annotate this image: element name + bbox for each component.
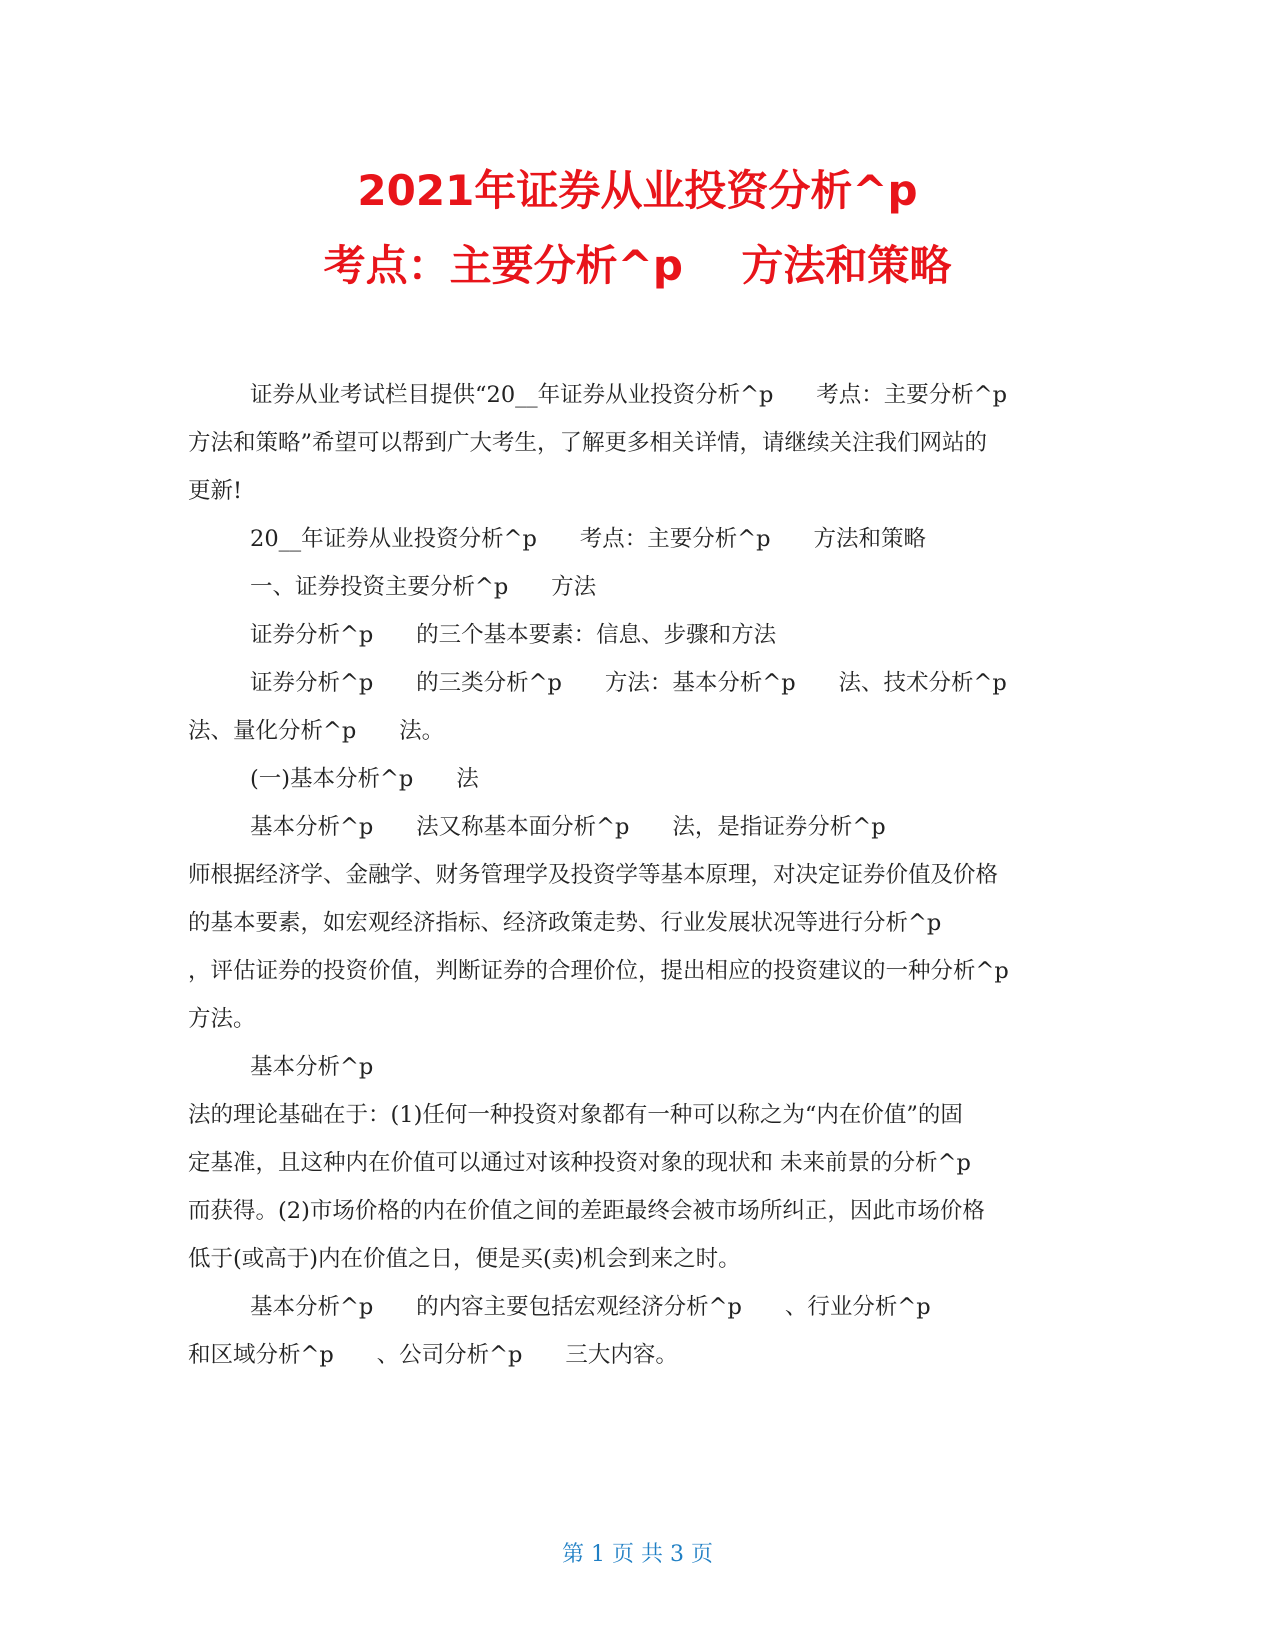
paragraph-line: 和区域分析^p 、公司分析^p 三大内容。 bbox=[188, 1342, 678, 1368]
subsection-heading: (一)基本分析^p 法 bbox=[250, 766, 479, 792]
paragraph-line: 低于(或高于)内在价值之日，便是买(卖)机会到来之时。 bbox=[188, 1246, 741, 1272]
paragraph-line: 定基准，且这种内在价值可以通过对该种投资对象的现状和 未来前景的分析^p bbox=[188, 1150, 971, 1176]
paragraph-line: ，评估证券的投资价值，判断证券的合理价位，提出相应的投资建议的一种分析^p bbox=[188, 958, 1009, 984]
paragraph-line: 的基本要素，如宏观经济指标、经济政策走势、行业发展状况等进行分析^p bbox=[188, 910, 942, 936]
paragraph-line: 基本分析^p 法又称基本面分析^p 法，是指证券分析^p bbox=[250, 814, 886, 840]
paragraph-line: 证券分析^p 的三个基本要素：信息、步骤和方法 bbox=[250, 622, 777, 648]
paragraph-line: 证券从业考试栏目提供“20__年证券从业投资分析^p 考点：主要分析^p bbox=[250, 382, 1008, 408]
section-heading: 一、证券投资主要分析^p 方法 bbox=[250, 574, 597, 600]
paragraph-line: 基本分析^p bbox=[250, 1054, 374, 1080]
paragraph-line: 证券分析^p 的三类分析^p 方法：基本分析^p 法、技术分析^p bbox=[250, 670, 1007, 696]
paragraph-line: 20__年证券从业投资分析^p 考点：主要分析^p 方法和策略 bbox=[250, 526, 926, 552]
paragraph-line: 基本分析^p 的内容主要包括宏观经济分析^p 、行业分析^p bbox=[250, 1294, 931, 1320]
paragraph-line: 法的理论基础在于：(1)任何一种投资对象都有一种可以称之为“内在价值”的固 bbox=[188, 1102, 963, 1128]
document-title-line-1: 2021年证券从业投资分析^p bbox=[357, 166, 918, 215]
paragraph-line: 方法和策略”希望可以帮到广大考生，了解更多相关详情，请继续关注我们网站的 bbox=[188, 430, 988, 456]
paragraph-line: 法、量化分析^p 法。 bbox=[188, 718, 445, 744]
paragraph-line: 更新! bbox=[188, 478, 243, 504]
document-body bbox=[188, 371, 1088, 1379]
document-title-line-2: 考点：主要分析^p 方法和策略 bbox=[323, 241, 952, 290]
page-number-footer: 第 1 页 共 3 页 bbox=[562, 1542, 713, 1567]
paragraph-line: 师根据经济学、金融学、财务管理学及投资学等基本原理，对决定证券价值及价格 bbox=[188, 862, 999, 888]
paragraph-line: 方法。 bbox=[188, 1006, 256, 1032]
paragraph-line: 而获得。(2)市场价格的内在价值之间的差距最终会被市场所纠正，因此市场价格 bbox=[188, 1198, 985, 1224]
